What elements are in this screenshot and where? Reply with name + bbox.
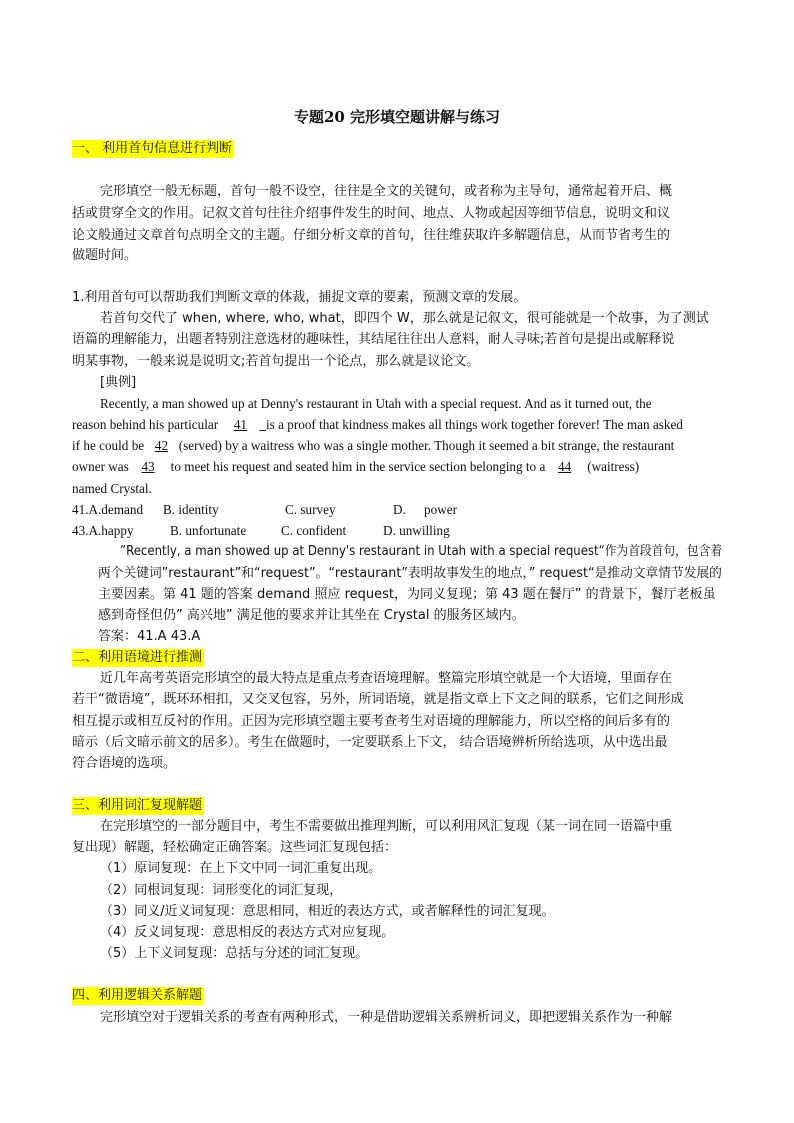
paragraph-line: 相互提示或相互反衬的作用。正因为完形填空题主要考查考生对语境的理解能力，所以空格的间后多有的 bbox=[72, 714, 671, 729]
list-item: （5）上下义词复现：总括与分述的词汇复现。 bbox=[100, 946, 369, 961]
list-item: （3）同义/近义词复现：意思相同，相近的表达方式，或者解释性的词汇复现。 bbox=[100, 904, 555, 919]
blank-44: 44 bbox=[558, 459, 572, 474]
analysis-line: ”Recently, a man showed up at Denny's restaurant in Utah with a special request“作为首段首句，包含着 bbox=[120, 544, 723, 559]
paragraph-line: 暗示（后文暗示前文的居多）。考生在做题时，一定要联系上下文， 结合语境辨析所给选项，从中选出最 bbox=[72, 735, 668, 750]
example-line: named Crystal. bbox=[72, 481, 152, 496]
paragraph-line: 括或贯穿全文的作用。记叙文首句往往介绍事件发生的时间、地点、人物或起因等细节信息，说明文和议 bbox=[72, 206, 671, 221]
paragraph-line: 近几年高考英语完形填空的最大特点是重点考查语境理解。整篇完形填空就是一个大语境，里面存在 bbox=[100, 671, 673, 686]
example-line: owner was 43 to meet his request and seated him in the service section belonging to a 44 (waitress) bbox=[72, 459, 640, 474]
list-item: （1）原词复现：在上下文中同一词汇重复出现。 bbox=[100, 861, 382, 876]
blank-43: 43 bbox=[141, 459, 155, 474]
example-label: [典例] bbox=[100, 375, 137, 390]
blank-41: 41 bbox=[233, 417, 248, 432]
paragraph-line: 1.利用首句可以帮助我们判断文章的体裁，捕捉文章的要素，预测文章的发展。 bbox=[72, 290, 527, 305]
analysis-line: 感到奇怪但仍” 高兴地” 满足他的要求并让其坐在 Crystal 的服务区域内。 bbox=[98, 608, 525, 623]
section-heading-2: 二、利用语境进行推测 bbox=[72, 650, 203, 665]
section-heading-1: 一、 利用首句信息进行判断 bbox=[72, 141, 233, 156]
section-heading-4: 四、利用逻辑关系解题 bbox=[72, 988, 203, 1003]
example-line: reason behind his particular 41 is a proof that kindness makes all things work together forever! The man asked bbox=[72, 417, 683, 432]
list-item: （2）同根词复现：词形变化的词汇复现， bbox=[100, 883, 343, 898]
paragraph-line: 若首句交代了 when, where, who, what，即四个 W，那么就是记叙文，很可能就是一个故事，为了测试 bbox=[100, 311, 709, 326]
page-title: 专题20 完形填空题讲解与练习 bbox=[293, 108, 501, 126]
paragraph-line: 复出现）解题，轻松确定正确答案。这些词汇复现包括： bbox=[72, 840, 398, 855]
example-line: if he could be 42 (served) by a waitress who was a single mother. Though it seemed a bit strange, the restaurant bbox=[72, 438, 675, 453]
paragraph-line: 语篇的理解能力，出题者特别注意选材的趣味性，其结尾往往出人意料，耐人寻味;若首句是提出或解释说 bbox=[72, 332, 675, 347]
answer-line: 答案：41.A 43.A bbox=[98, 629, 201, 644]
paragraph-line: 符合语境的选项。 bbox=[72, 756, 177, 771]
example-line: Recently, a man showed up at Denny's restaurant in Utah with a special request. And as it turned out, the bbox=[100, 396, 652, 411]
paragraph-line: 论文般通过文章首句点明全文的主题。仔细分析文章的首句，往往维获取许多解题信息，从而节省考生的 bbox=[72, 228, 671, 243]
paragraph-line: 做题时间。 bbox=[72, 248, 138, 263]
analysis-line: 主要因素。第 41 题的答案 demand 照应 request，为同义复现；第 43 题在餐厅” 的背景下，餐厅老板虽 bbox=[98, 587, 716, 602]
analysis-line: 两个关键词”restaurant”和“request”。“restaurant”表明故事发生的地点，” request“是推动文章情节发展的 bbox=[98, 566, 722, 581]
paragraph-line: 完形填空对于逻辑关系的考查有两种形式，一种是借助逻辑关系辨析词义，即把逻辑关系作为一种解 bbox=[100, 1010, 673, 1025]
paragraph-line: 在完形填空的一部分题目中，考生不需要做出推理判断，可以利用风汇复现（某一词在同一语篇中重 bbox=[100, 819, 673, 834]
section-heading-3: 三、利用词汇复现解题 bbox=[72, 798, 203, 813]
paragraph-line: 明某事物，一般来说是说明文;若首句提出一个论点，那么就是议论文。 bbox=[72, 354, 480, 369]
blank-42: 42 bbox=[154, 438, 169, 453]
list-item: （4）反义词复现：意思相反的表达方式对应复现。 bbox=[100, 925, 395, 940]
paragraph-line: 若干“微语境”，既环环相扣，又交叉包容，另外，所词语境，就是指文章上下文之间的联系，它们之间形成 bbox=[72, 692, 684, 707]
paragraph-line: 完形填空一般无标题，首句一般不设空，往往是全文的关键句，或者称为主导句，通常起着开启、概 bbox=[100, 184, 673, 199]
